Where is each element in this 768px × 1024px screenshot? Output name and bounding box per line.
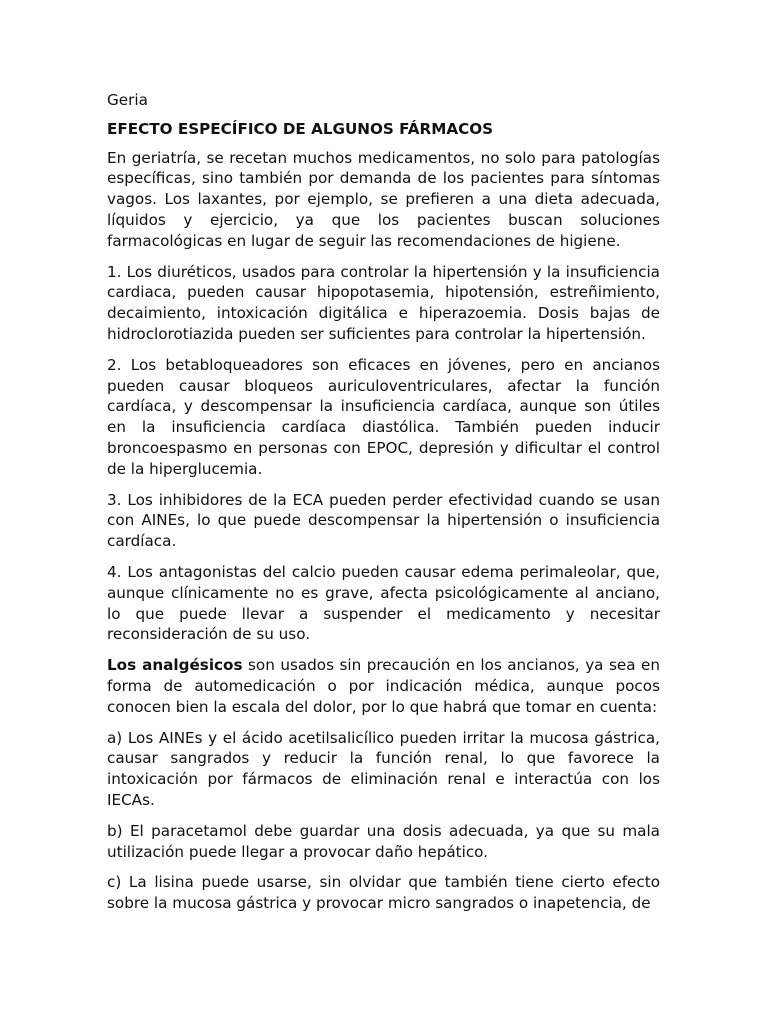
document-header-label: Geria bbox=[107, 91, 148, 109]
sub-item-lisina: c) La lisina puede usarse, sin olvidar que también tiene cierto efecto sobre la mucosa gástrica y provocar micro sangrados o inapetencia, de bbox=[107, 873, 660, 913]
item-diureticos: 1. Los diuréticos, usados para controlar la hipertensión y la insuficiencia cardiaca, pueden causar hipopotasemia, hipotensión, estreñimiento, decaimiento, intoxicación digitálica e hiperazoemia. Dosis bajas de hidroclorotiazida pueden ser suficientes para controlar la hipertensión. bbox=[107, 262, 660, 343]
item-antagonistas-calcio: 4. Los antagonistas del calcio pueden causar edema perimaleolar, que, aunque clínicamente no es grave, afecta psicológicamente al anciano, lo que puede llevar a suspender el medicamento y necesitar reconsideración de su uso. bbox=[107, 562, 660, 644]
item-betabloqueadores: 2. Los betabloqueadores son eficaces en jóvenes, pero en ancianos pueden causar bloqueos auriculoventriculares, afectar la función cardíaca, y descompensar la insuficiencia cardíaca, aunque son útiles en la insuficiencia cardíaca diastólica. También pueden inducir broncoespasmo en personas con EPOC, depresión y dificultar el control de la hiperglucemia. bbox=[107, 355, 660, 478]
sub-item-aines: a) Los AINEs y el ácido acetilsalicílico pueden irritar la mucosa gástrica, causar sangrados y reducir la función renal, lo que favorece la intoxicación por fármacos de eliminación renal e interactúa con los IECAs. bbox=[107, 728, 660, 809]
item-inhibidores-eca: 3. Los inhibidores de la ECA pueden perder efectividad cuando se usan con AINEs, lo que puede descompensar la hipertensión o insuficiencia cardíaca. bbox=[107, 490, 660, 551]
document-title: EFECTO ESPECÍFICO DE ALGUNOS FÁRMACOS bbox=[107, 119, 494, 138]
analgesics-paragraph bbox=[107, 655, 660, 717]
document-body bbox=[107, 90, 660, 924]
analgesics-lead: Los analgésicos bbox=[107, 656, 243, 675]
analgesics-text: son usados sin precaución en los ancianos, ya sea en forma de automedicación o por indicación médica, aunque pocos conocen bien la escala del dolor, por lo que habrá que tomar en cuenta: bbox=[107, 656, 660, 716]
intro-paragraph: En geriatría, se recetan muchos medicamentos, no solo para patologías específicas, sino también por demanda de los pacientes para síntomas vagos. Los laxantes, por ejemplo, se prefieren a una dieta adecuada, líquidos y ejercicio, ya que los pacientes buscan soluciones farmacológicas en lugar de seguir las recomendaciones de higiene. bbox=[107, 148, 660, 250]
sub-item-paracetamol: b) El paracetamol debe guardar una dosis adecuada, ya que su mala utilización puede llegar a provocar daño hepático. bbox=[107, 821, 660, 861]
